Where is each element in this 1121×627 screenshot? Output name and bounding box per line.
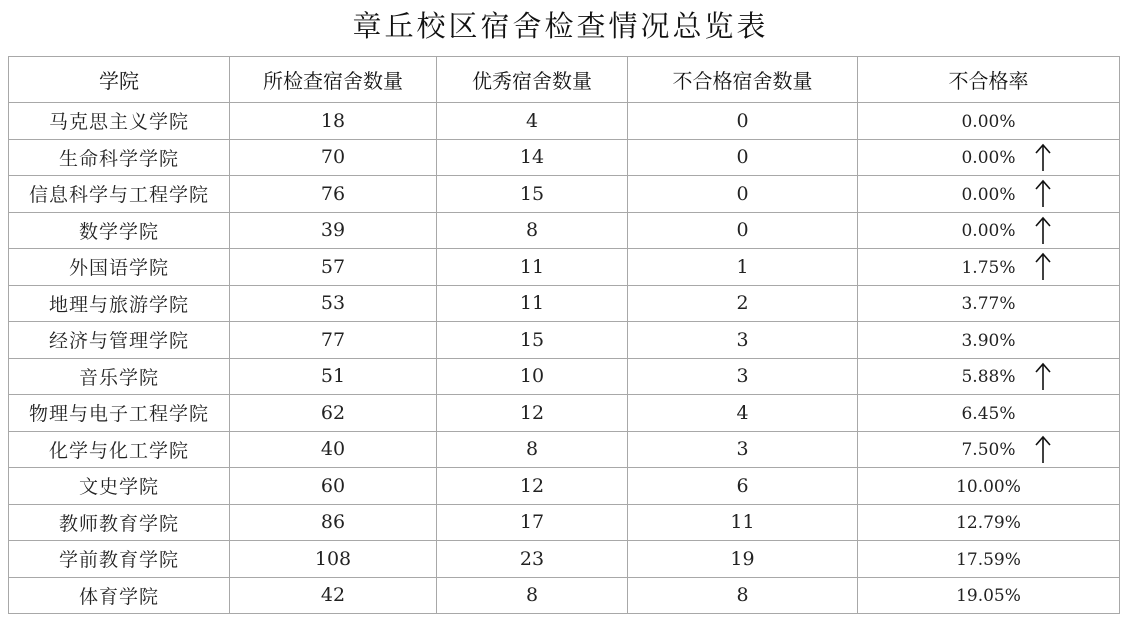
arrow-up-icon bbox=[1034, 361, 1052, 391]
table-row bbox=[9, 176, 1120, 213]
rate-value: 17.59% bbox=[956, 549, 1021, 570]
checked-count-cell: 77 bbox=[230, 322, 437, 359]
college-cell: 马克思主义学院 bbox=[9, 103, 230, 140]
rate-value: 19.05% bbox=[956, 586, 1021, 607]
table-row bbox=[9, 504, 1120, 541]
excellent-count-cell: 23 bbox=[437, 541, 628, 578]
table-row bbox=[9, 212, 1120, 249]
college-cell: 化学与化工学院 bbox=[9, 431, 230, 468]
rate-value: 0.00% bbox=[961, 184, 1016, 205]
checked-count-cell: 51 bbox=[230, 358, 437, 395]
college-cell: 生命科学学院 bbox=[9, 139, 230, 176]
table-row bbox=[9, 139, 1120, 176]
rate-cell bbox=[858, 103, 1120, 140]
table-row bbox=[9, 249, 1120, 286]
college-cell: 信息科学与工程学院 bbox=[9, 176, 230, 213]
arrow-up-icon bbox=[1034, 434, 1052, 464]
rate-cell bbox=[858, 212, 1120, 249]
table-row bbox=[9, 395, 1120, 432]
rate-value: 3.90% bbox=[961, 330, 1016, 351]
rate-value: 10.00% bbox=[956, 476, 1021, 497]
excellent-count-cell: 8 bbox=[437, 212, 628, 249]
rate-cell bbox=[858, 322, 1120, 359]
college-cell: 数学学院 bbox=[9, 212, 230, 249]
checked-count-cell: 53 bbox=[230, 285, 437, 322]
excellent-count-cell: 8 bbox=[437, 577, 628, 614]
rate-value: 3.77% bbox=[961, 294, 1016, 315]
college-cell: 地理与旅游学院 bbox=[9, 285, 230, 322]
checked-count-cell: 40 bbox=[230, 431, 437, 468]
rate-cell bbox=[858, 504, 1120, 541]
rate-value: 1.75% bbox=[961, 257, 1016, 278]
column-header-unqualified: 不合格宿舍数量 bbox=[628, 57, 858, 103]
unqualified-count-cell: 6 bbox=[628, 468, 858, 505]
rate-value: 6.45% bbox=[961, 403, 1016, 424]
unqualified-count-cell: 0 bbox=[628, 176, 858, 213]
checked-count-cell: 108 bbox=[230, 541, 437, 578]
rate-value: 0.00% bbox=[961, 148, 1016, 169]
table-row bbox=[9, 322, 1120, 359]
table-row bbox=[9, 541, 1120, 578]
rate-cell bbox=[858, 139, 1120, 176]
table-row bbox=[9, 103, 1120, 140]
header-row bbox=[9, 57, 1120, 103]
college-cell: 外国语学院 bbox=[9, 249, 230, 286]
excellent-count-cell: 17 bbox=[437, 504, 628, 541]
college-cell: 音乐学院 bbox=[9, 358, 230, 395]
checked-count-cell: 39 bbox=[230, 212, 437, 249]
unqualified-count-cell: 0 bbox=[628, 139, 858, 176]
checked-count-cell: 18 bbox=[230, 103, 437, 140]
dormitory-inspection-table bbox=[8, 56, 1120, 614]
unqualified-count-cell: 1 bbox=[628, 249, 858, 286]
college-cell: 学前教育学院 bbox=[9, 541, 230, 578]
unqualified-count-cell: 0 bbox=[628, 212, 858, 249]
rate-cell bbox=[858, 176, 1120, 213]
excellent-count-cell: 15 bbox=[437, 322, 628, 359]
table-row bbox=[9, 468, 1120, 505]
column-header-rate: 不合格率 bbox=[858, 57, 1120, 103]
column-header-checked: 所检查宿舍数量 bbox=[230, 57, 437, 103]
column-header-college: 学院 bbox=[9, 57, 230, 103]
excellent-count-cell: 14 bbox=[437, 139, 628, 176]
rate-cell bbox=[858, 541, 1120, 578]
excellent-count-cell: 12 bbox=[437, 468, 628, 505]
table-row bbox=[9, 577, 1120, 614]
unqualified-count-cell: 0 bbox=[628, 103, 858, 140]
excellent-count-cell: 4 bbox=[437, 103, 628, 140]
rate-value: 0.00% bbox=[961, 111, 1016, 132]
rate-cell bbox=[858, 395, 1120, 432]
excellent-count-cell: 15 bbox=[437, 176, 628, 213]
unqualified-count-cell: 3 bbox=[628, 358, 858, 395]
unqualified-count-cell: 11 bbox=[628, 504, 858, 541]
rate-value: 12.79% bbox=[956, 513, 1021, 534]
page-title: 章丘校区宿舍检查情况总览表 bbox=[352, 9, 769, 43]
checked-count-cell: 86 bbox=[230, 504, 437, 541]
rate-cell bbox=[858, 285, 1120, 322]
checked-count-cell: 42 bbox=[230, 577, 437, 614]
college-cell: 物理与电子工程学院 bbox=[9, 395, 230, 432]
unqualified-count-cell: 3 bbox=[628, 322, 858, 359]
checked-count-cell: 60 bbox=[230, 468, 437, 505]
checked-count-cell: 57 bbox=[230, 249, 437, 286]
column-header-excellent: 优秀宿舍数量 bbox=[437, 57, 628, 103]
unqualified-count-cell: 3 bbox=[628, 431, 858, 468]
excellent-count-cell: 10 bbox=[437, 358, 628, 395]
arrow-up-icon bbox=[1034, 251, 1052, 281]
table-row bbox=[9, 431, 1120, 468]
arrow-up-icon bbox=[1034, 142, 1052, 172]
checked-count-cell: 76 bbox=[230, 176, 437, 213]
rate-value: 0.00% bbox=[961, 221, 1016, 242]
college-cell: 教师教育学院 bbox=[9, 504, 230, 541]
excellent-count-cell: 11 bbox=[437, 285, 628, 322]
rate-value: 5.88% bbox=[961, 367, 1016, 388]
unqualified-count-cell: 8 bbox=[628, 577, 858, 614]
arrow-up-icon bbox=[1034, 215, 1052, 245]
arrow-up-icon bbox=[1034, 178, 1052, 208]
college-cell: 文史学院 bbox=[9, 468, 230, 505]
excellent-count-cell: 12 bbox=[437, 395, 628, 432]
rate-cell bbox=[858, 249, 1120, 286]
table-row bbox=[9, 285, 1120, 322]
rate-cell bbox=[858, 431, 1120, 468]
unqualified-count-cell: 19 bbox=[628, 541, 858, 578]
rate-cell bbox=[858, 358, 1120, 395]
table-row bbox=[9, 358, 1120, 395]
excellent-count-cell: 8 bbox=[437, 431, 628, 468]
checked-count-cell: 70 bbox=[230, 139, 437, 176]
college-cell: 经济与管理学院 bbox=[9, 322, 230, 359]
unqualified-count-cell: 4 bbox=[628, 395, 858, 432]
checked-count-cell: 62 bbox=[230, 395, 437, 432]
unqualified-count-cell: 2 bbox=[628, 285, 858, 322]
excellent-count-cell: 11 bbox=[437, 249, 628, 286]
college-cell: 体育学院 bbox=[9, 577, 230, 614]
rate-value: 7.50% bbox=[961, 440, 1016, 461]
rate-cell bbox=[858, 577, 1120, 614]
rate-cell bbox=[858, 468, 1120, 505]
